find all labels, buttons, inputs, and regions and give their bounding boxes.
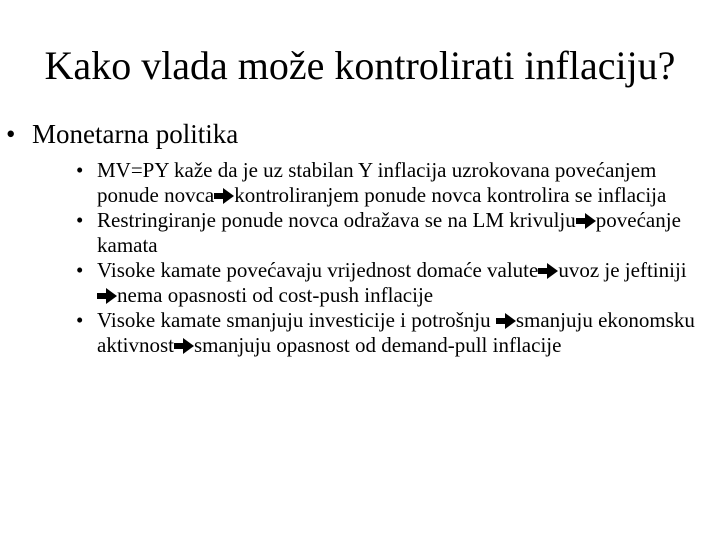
sub-point-list (76, 158, 706, 358)
right-arrow-icon (214, 185, 234, 201)
right-arrow-icon (576, 210, 596, 226)
sub-point-text-part: uvoz je jeftiniji (558, 258, 687, 282)
sub-point-text-part: smanjuju opasnost od demand-pull inflacije (194, 333, 562, 357)
right-arrow-icon (538, 260, 558, 276)
sub-point-text (97, 258, 706, 308)
sub-point-text-part: povećanje kamata (97, 208, 681, 257)
sub-point-text (97, 158, 706, 208)
sub-point-text-part: MV=PY kaže da je uz stabilan Y inflacija uzrokovana povećanjem ponude novca (97, 158, 657, 207)
sub-point (76, 158, 706, 208)
sub-point-text-part: nema opasnosti od cost-push inflacije (117, 283, 434, 307)
main-point (6, 115, 706, 153)
sub-point (76, 308, 706, 358)
right-arrow-icon (496, 310, 516, 326)
right-arrow-icon (174, 335, 194, 351)
sub-point-text-part: smanjuju ekonomsku aktivnost (97, 308, 695, 357)
bullet: • (76, 258, 84, 282)
sub-point (76, 258, 706, 308)
sub-point-text-part: kontroliranjem ponude novca kontrolira se inflacija (234, 183, 667, 207)
sub-point-text-part: Visoke kamate povećavaju vrijednost domaće valute (97, 258, 539, 282)
sub-point (76, 208, 706, 258)
right-arrow-icon (97, 285, 117, 301)
bullet: • (76, 308, 84, 332)
slide-title: Kako vlada može kontrolirati inflaciju? (44, 43, 676, 88)
sub-point-text (97, 208, 706, 258)
sub-point-text-part: Restringiranje ponude novca odražava se na LM krivulju (97, 208, 576, 232)
bullet: • (76, 208, 84, 232)
sub-point-text (97, 308, 706, 358)
bullet: • (6, 119, 16, 149)
sub-point-text-part: Visoke kamate smanjuju investicije i potrošnju (97, 308, 496, 332)
main-point-text: Monetarna politika (32, 119, 239, 149)
bullet: • (76, 158, 84, 182)
